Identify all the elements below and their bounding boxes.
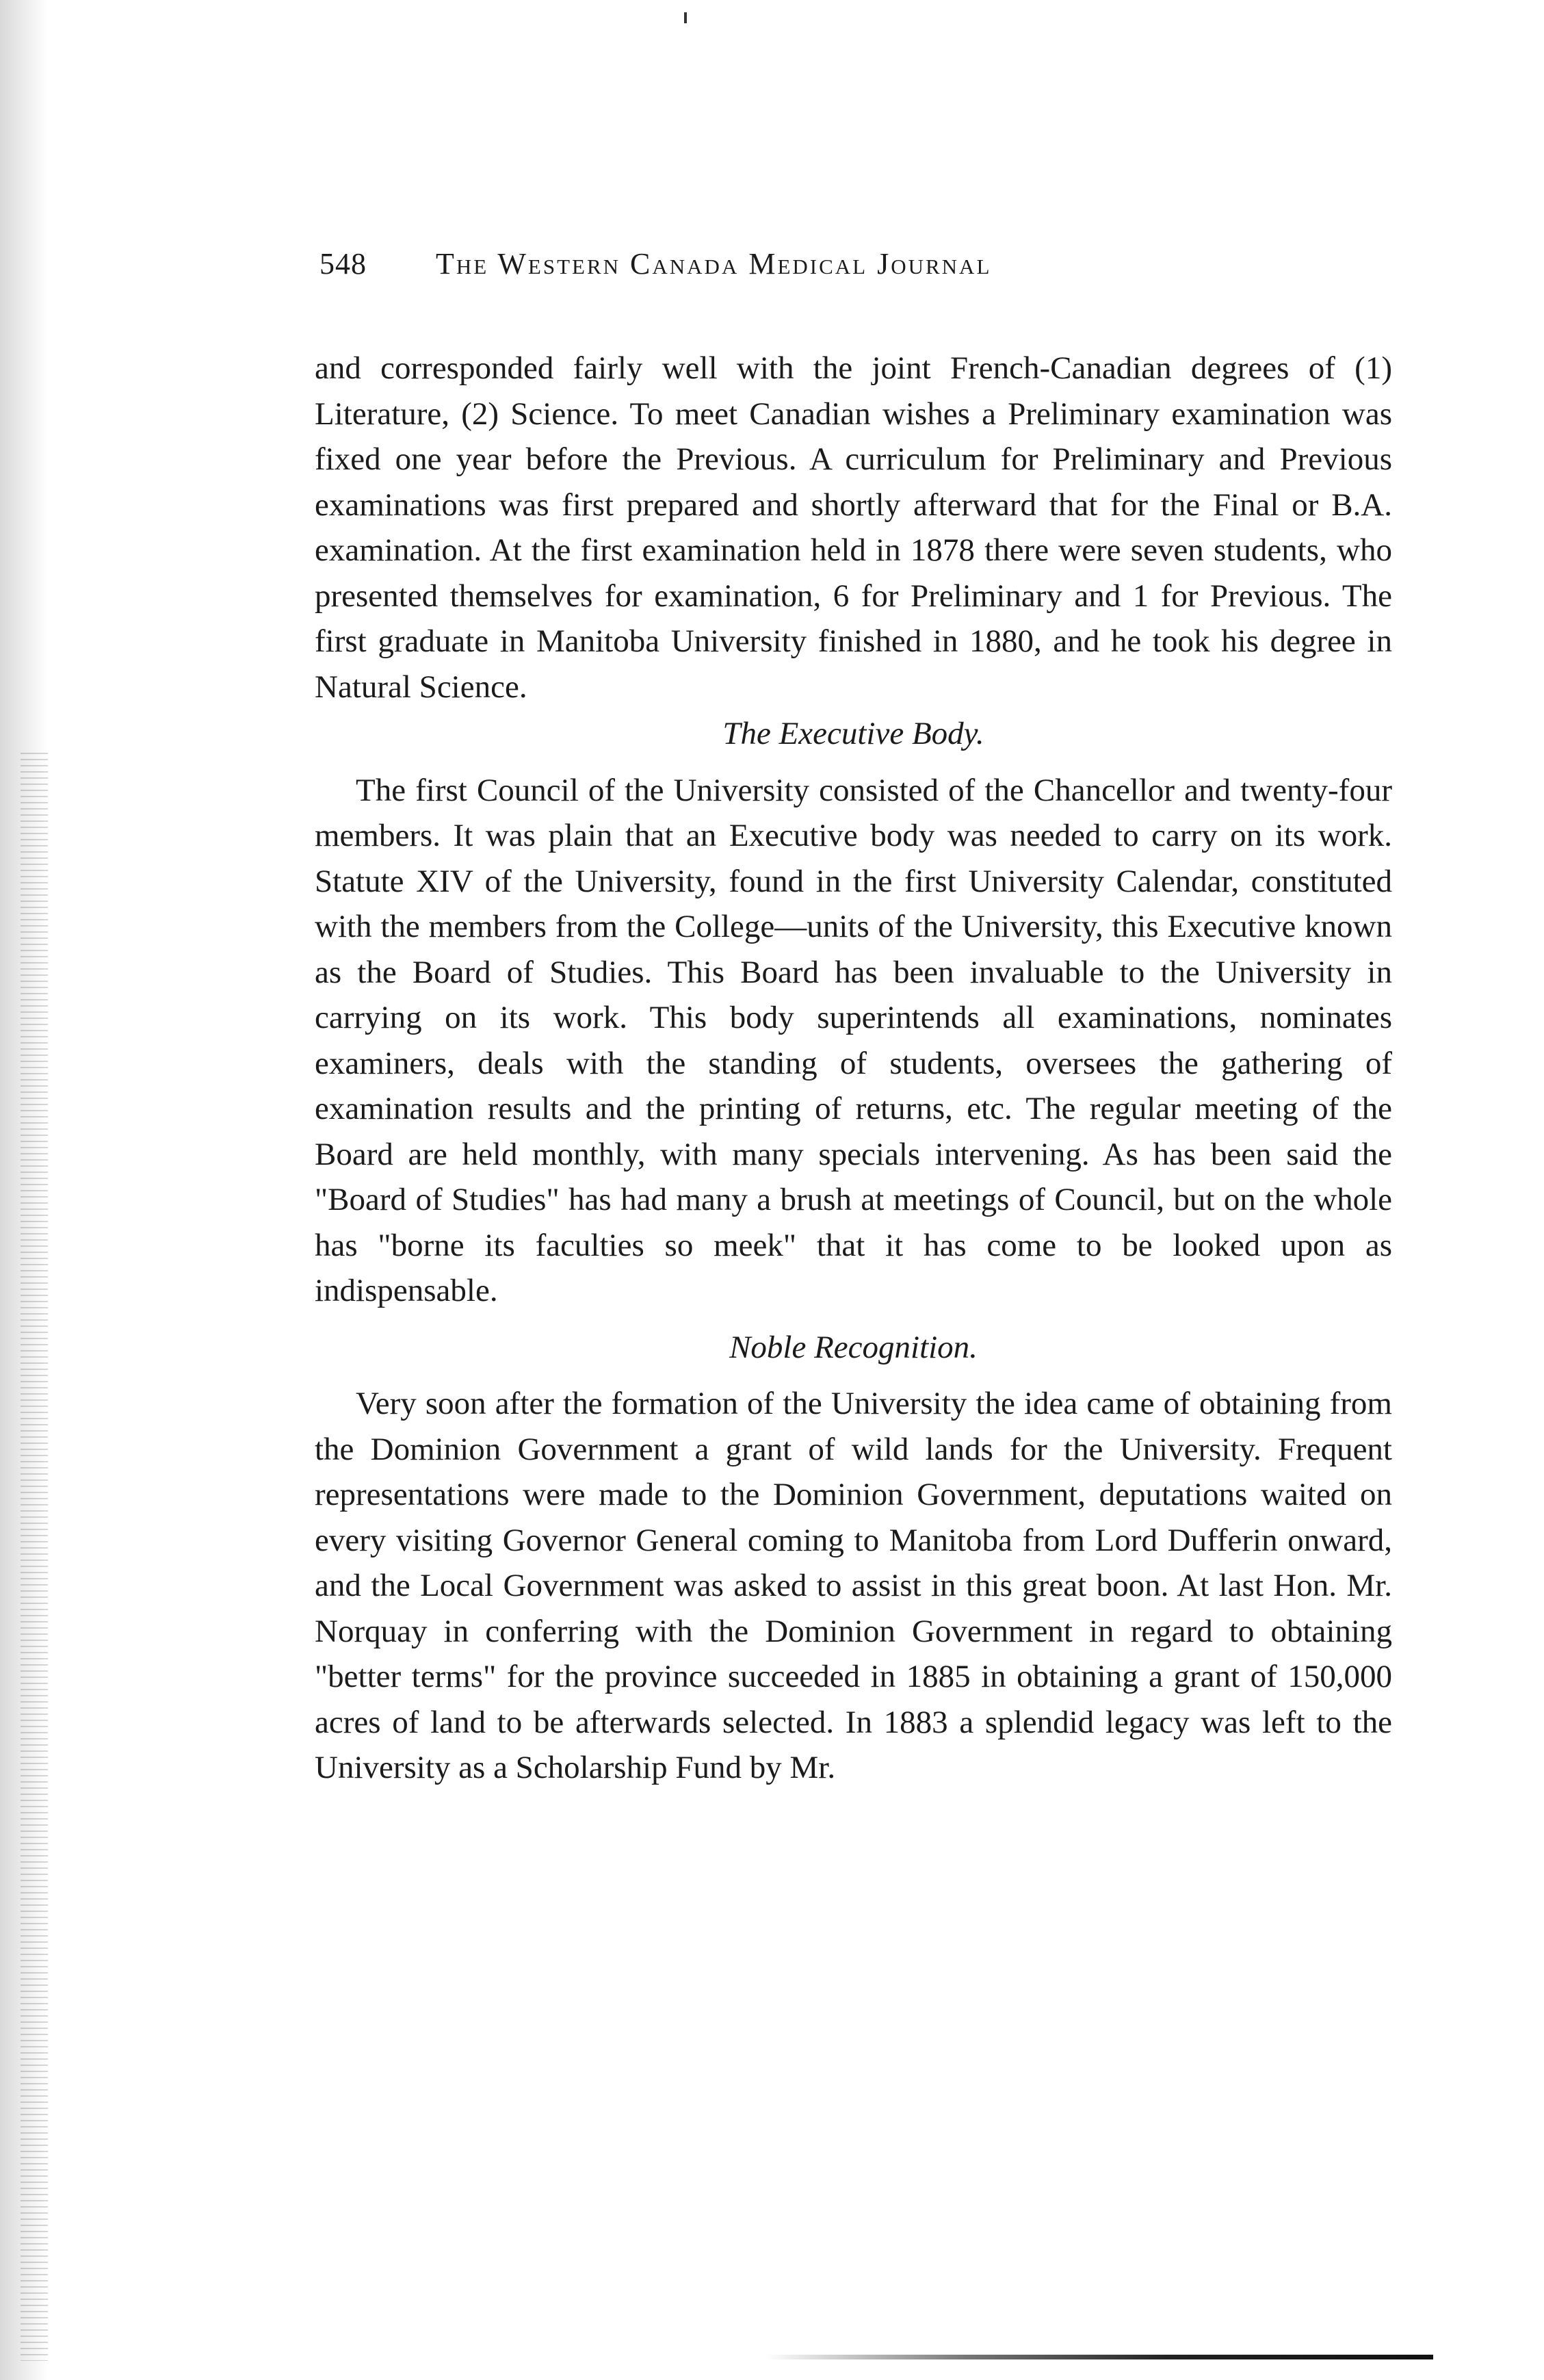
section-heading-noble-recognition: Noble Recognition.	[729, 1329, 978, 1365]
footer-scan-rule	[766, 2355, 1433, 2359]
page-number: 548	[319, 247, 367, 281]
section-heading-executive-body: The Executive Body.	[722, 716, 984, 751]
paragraph-executive-body: The first Council of the University consisted of the Chancellor and twenty-four members. It was plain that an Executive body was needed to carry on its work. Statute XIV of the University, found in the first University Calendar, constituted with the members from the College—units of the University, this Executive known as the Board of Studies. This Board has been invaluable to the University in carrying on its work. This body superintends all examinations, nominates examiners, deals with the standing of students, oversees the gathering of examination results and the printing of returns, etc. The regular meeting of the Board are held monthly, with many specials intervening. As has been said the "Board of Studies" has had many a brush at meetings of Council, but on the whole has "borne its faculties so meek" that it has come to be looked upon as indispensable.	[315, 772, 1392, 1308]
paragraph-continuation: and corresponded fairly well with the joint French-Canadian degrees of (1) Literature, (2) Science. To meet Canadian wishes a Preliminary examination was fixed one year before the Previous. A curriculum for Preliminary and Previous examinations was first prepared and shortly afterward that for the Final or B.A. examination. At the first examination held in 1878 there were seven students, who presented themselves for examination, 6 for Preliminary and 1 for Previous. The first graduate in Manitoba University finished in 1880, and he took his degree in Natural Science.	[315, 350, 1392, 705]
journal-title: The Western Canada Medical Journal	[436, 247, 992, 281]
running-head	[319, 246, 1387, 287]
paragraph-noble-recognition: Very soon after the formation of the University the idea came of obtaining from the Dominion Government a grant of wild lands for the University. Frequent representations were made to the Dominion Government, deputations waited on every visiting Governor General coming to Manitoba from Lord Dufferin onward, and the Local Government was asked to assist in this great boon. At last Hon. Mr. Norquay in conferring with the Dominion Government in regard to obtaining "better terms" for the province succeeded in 1885 in obtaining a grant of 150,000 acres of land to be afterwards selected. In 1883 a splendid legacy was left to the University as a Scholarship Fund by Mr.	[315, 1386, 1392, 1785]
scan-speck	[684, 12, 687, 23]
article-body	[315, 346, 1392, 1791]
binding-scan-noise	[21, 753, 48, 2361]
